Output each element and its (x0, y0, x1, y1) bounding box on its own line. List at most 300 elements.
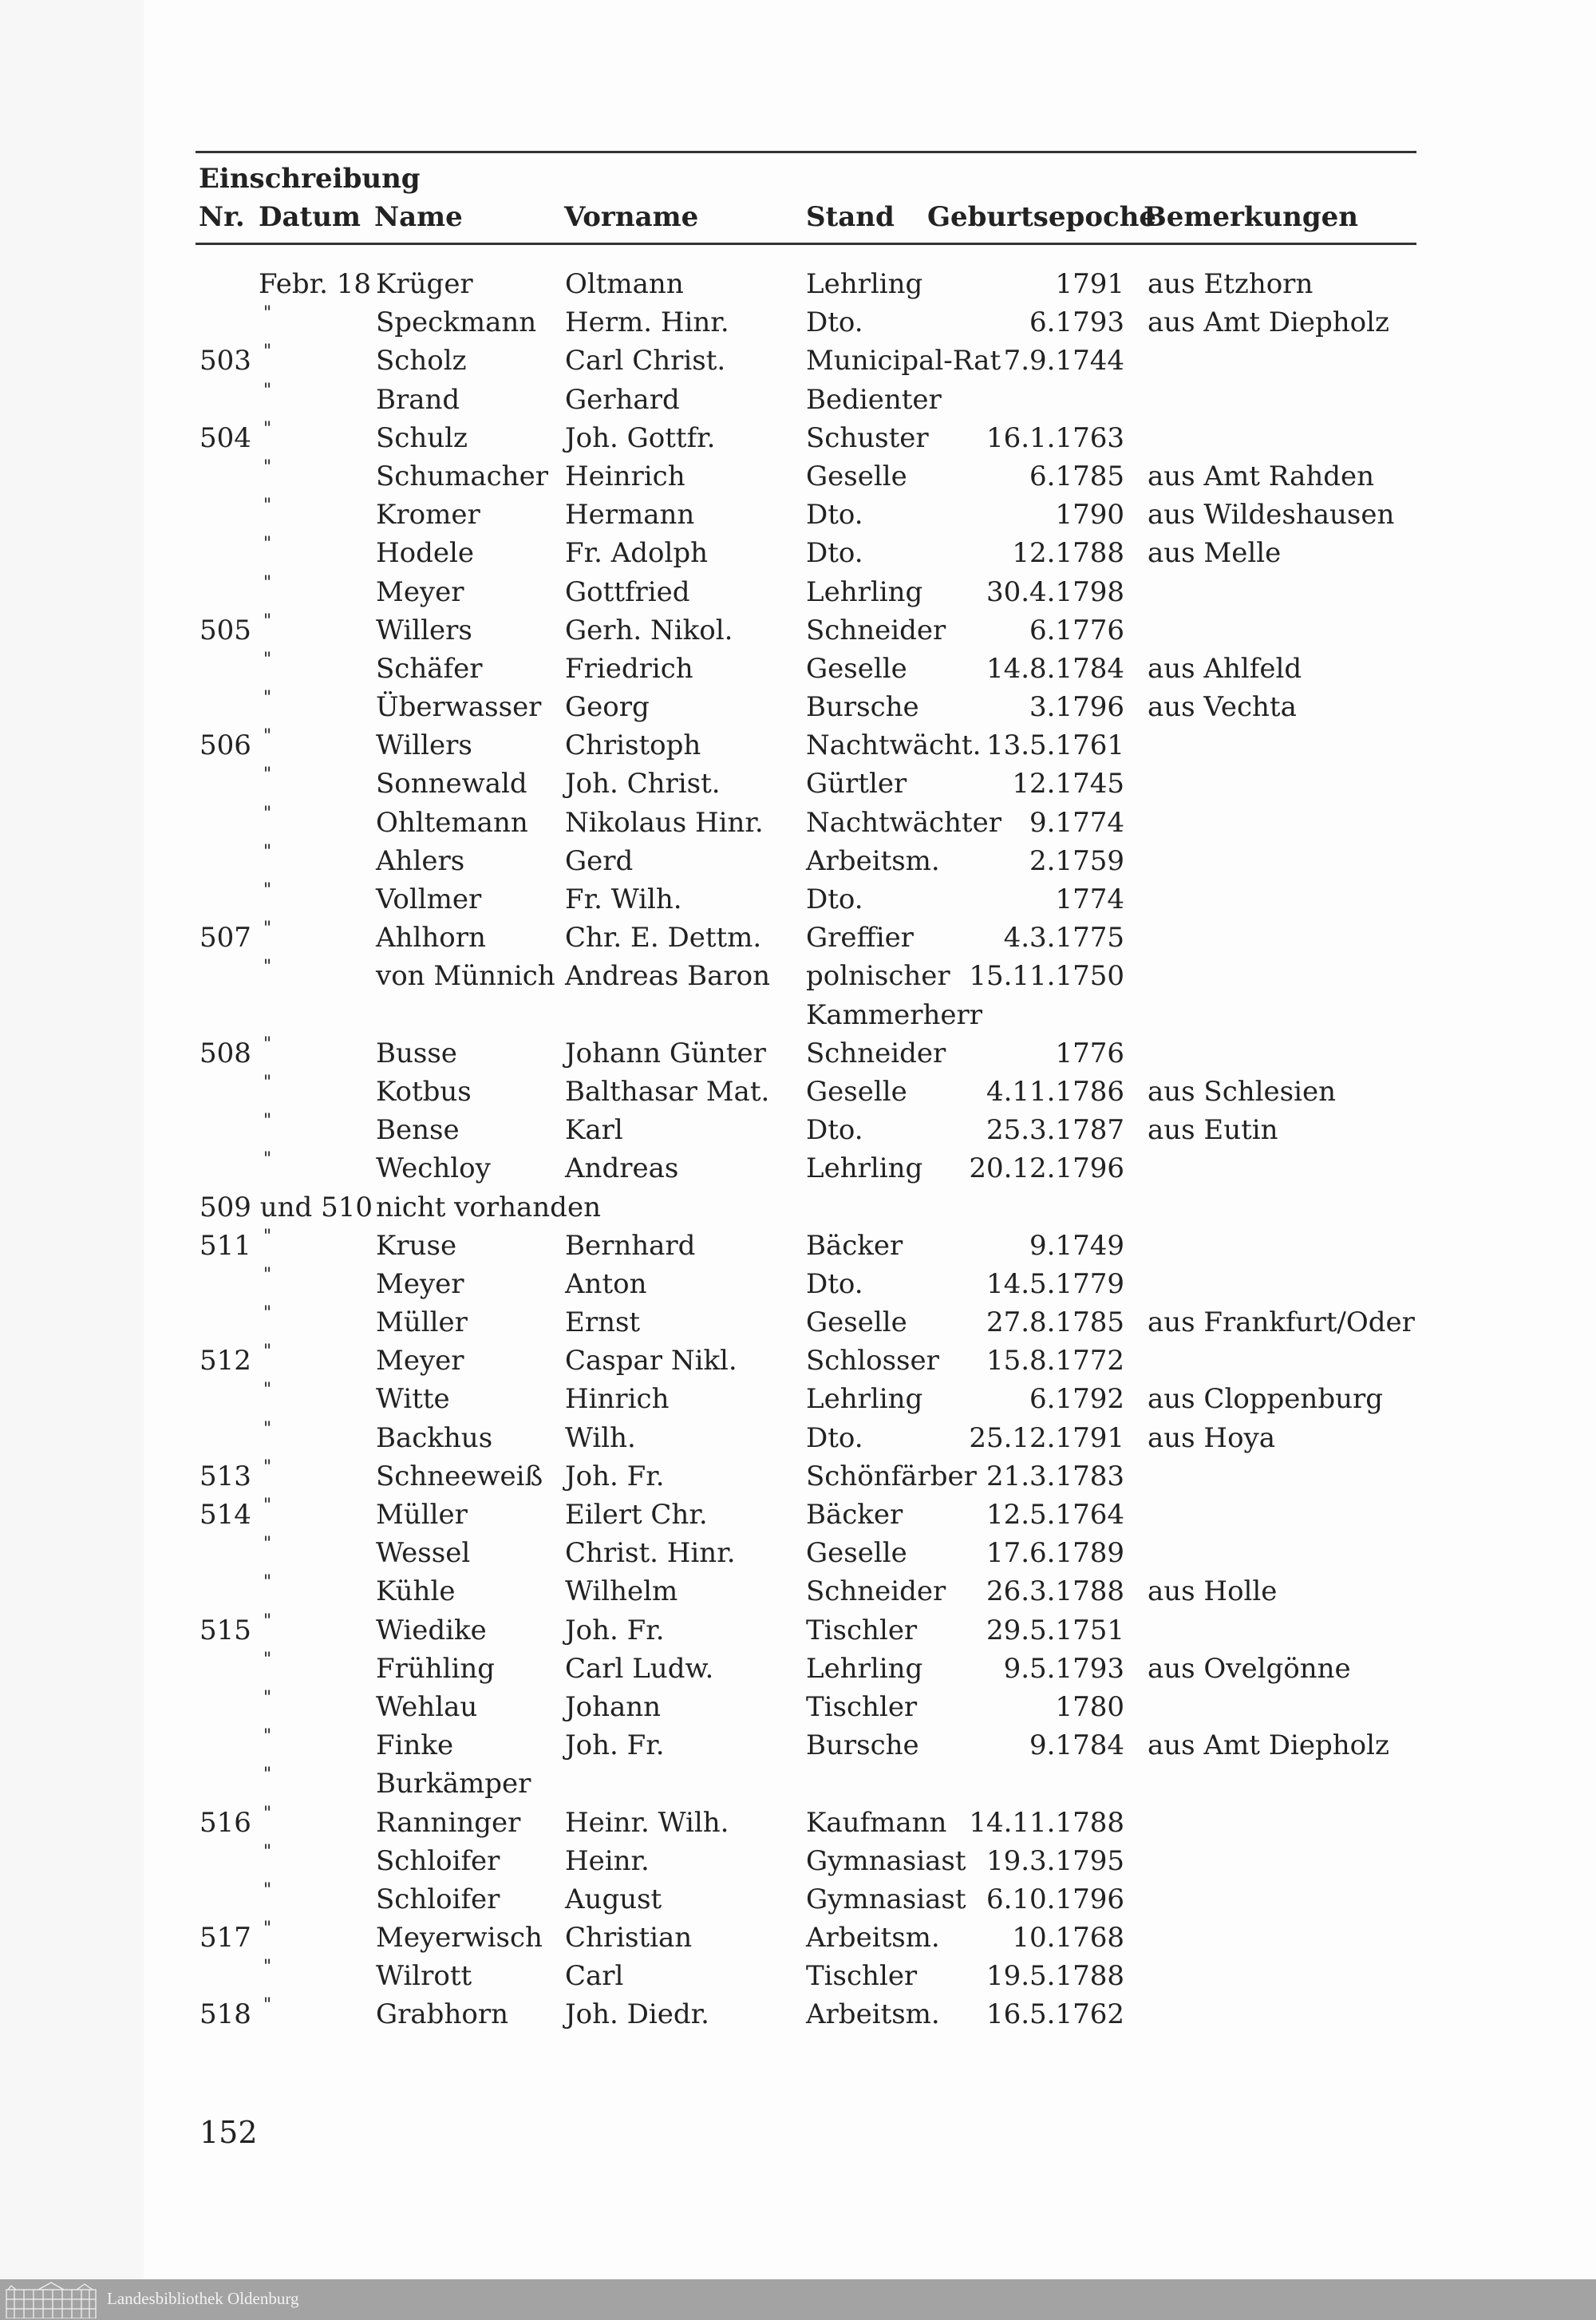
row-name: Überwasser (376, 691, 542, 724)
table-row (0, 534, 1596, 575)
ditto-mark: " (263, 418, 272, 439)
row-name: Schneeweiß (376, 1460, 543, 1492)
row-nr: 511 (200, 1229, 251, 1262)
row-geburtsepoche: 4.3.1775 (1003, 922, 1124, 954)
ditto-mark: " (263, 1380, 272, 1401)
row-vorname: Hermann (565, 499, 695, 532)
row-geburtsepoche: 27.8.1785 (986, 1306, 1124, 1339)
row-stand: Lehrling (806, 1152, 923, 1185)
table-row (0, 1726, 1596, 1768)
table-row (0, 611, 1596, 653)
row-name: Schloifer (376, 1883, 500, 1915)
ditto-mark: " (263, 1572, 272, 1593)
row-geburtsepoche: 1776 (1055, 1037, 1124, 1069)
ditto-mark: " (263, 611, 272, 631)
ditto-mark: " (263, 919, 272, 939)
ditto-mark: " (263, 1034, 272, 1054)
row-stand: Geselle (806, 460, 907, 492)
row-stand: Nachtwächt. (806, 729, 982, 762)
row-nr: 512 (200, 1345, 251, 1377)
row-stand: Arbeitsm. (806, 844, 940, 877)
row-vorname: Christ. Hinr. (565, 1537, 736, 1570)
ditto-mark: " (263, 1264, 272, 1285)
ditto-mark: " (263, 1149, 272, 1170)
row-stand: Tischler (806, 1960, 918, 1993)
row-bemerkungen: aus Wildeshausen (1148, 499, 1395, 532)
header-rule (196, 243, 1416, 245)
table-row (0, 1418, 1596, 1460)
table-row (0, 1034, 1596, 1076)
row-nr: 513 (200, 1460, 251, 1492)
row-name: Meyer (376, 1345, 464, 1377)
table-row (0, 1995, 1596, 2037)
row-name: Willers (376, 729, 472, 762)
ditto-mark: " (263, 1534, 272, 1555)
row-name: Backhus (376, 1421, 493, 1454)
row-geburtsepoche: 1780 (1055, 1690, 1124, 1723)
row-stand: Dto. (806, 1114, 863, 1147)
row-vorname: Oltmann (565, 268, 684, 300)
ditto-mark: " (263, 765, 272, 785)
row-vorname: August (565, 1883, 662, 1915)
ditto-mark: " (263, 1649, 272, 1670)
row-bemerkungen: aus Amt Diepholz (1148, 306, 1389, 339)
ditto-mark: " (263, 1957, 272, 1978)
ditto-mark: " (263, 841, 272, 862)
row-vorname: Bernhard (565, 1229, 696, 1262)
table-caption: Einschreibung (199, 163, 421, 195)
table-row (0, 1456, 1596, 1499)
row-geburtsepoche: 26.3.1788 (986, 1575, 1124, 1608)
table-row (0, 456, 1596, 499)
row-name: Schulz (376, 421, 468, 454)
row-vorname: Nikolaus Hinr. (565, 806, 764, 839)
row-geburtsepoche: 14.11.1788 (969, 1806, 1124, 1839)
table-row (0, 919, 1596, 960)
row-geburtsepoche: 30.4.1798 (986, 575, 1124, 608)
row-vorname: Carl Christ. (565, 345, 726, 377)
top-rule (196, 151, 1416, 153)
row-vorname: Heinr. Wilh. (565, 1806, 729, 1839)
row-bemerkungen: aus Ahlfeld (1148, 652, 1302, 685)
row-geburtsepoche: 9.1749 (1029, 1229, 1124, 1262)
ditto-mark: " (263, 1919, 272, 1939)
row-geburtsepoche: 6.10.1796 (986, 1883, 1124, 1915)
row-geburtsepoche: 1774 (1055, 883, 1124, 915)
row-nr: 518 (200, 1998, 251, 2031)
row-geburtsepoche: 19.5.1788 (986, 1960, 1124, 1993)
ditto-mark: " (263, 1418, 272, 1439)
row-nr: 517 (200, 1922, 251, 1954)
table-row (0, 1072, 1596, 1114)
table-row (0, 572, 1596, 615)
row-geburtsepoche: 12.5.1764 (986, 1499, 1124, 1531)
row-stand: Dto. (806, 499, 863, 532)
row-nr: 503 (200, 345, 251, 377)
row-vorname: Georg (565, 691, 650, 724)
row-vorname: Chr. E. Dettm. (565, 922, 762, 954)
ditto-mark: " (263, 1765, 272, 1785)
row-stand: Geselle (806, 652, 907, 685)
table-row (0, 999, 1596, 1037)
table-row (0, 1879, 1596, 1922)
row-name: Brand (376, 383, 460, 416)
table-row (0, 1111, 1596, 1152)
row-name: Burkämper (376, 1768, 531, 1800)
row-stand: Schuster (806, 421, 929, 454)
row-stand: Arbeitsm. (806, 1922, 940, 1954)
table-row (0, 957, 1596, 998)
row-stand: Nachtwächter (806, 806, 1001, 839)
row-name: Ohltemann (376, 806, 528, 839)
row-stand: Schneider (806, 1037, 946, 1069)
row-stand: Bursche (806, 1729, 919, 1762)
row-stand: Geselle (806, 1075, 907, 1108)
row-geburtsepoche: 1790 (1055, 499, 1124, 532)
row-vorname: Heinrich (565, 460, 685, 492)
row-geburtsepoche: 9.1784 (1029, 1729, 1124, 1762)
row-name: Ranninger (376, 1806, 521, 1839)
row-name: Wechloy (376, 1152, 491, 1185)
row-stand: Gymnasiast (806, 1883, 966, 1915)
row-name: Meyer (376, 1267, 464, 1300)
row-geburtsepoche: 6.1785 (1029, 460, 1124, 492)
table-row (0, 342, 1596, 383)
row-stand: Bedienter (806, 383, 942, 416)
row-name: Sonnewald (376, 768, 527, 800)
row-vorname: Joh. Fr. (565, 1614, 665, 1646)
row-name: Wilrott (376, 1960, 472, 1993)
row-stand: Dto. (806, 306, 863, 339)
row-name: von Münnich (376, 960, 555, 993)
table-row (0, 1841, 1596, 1883)
table-row (0, 268, 1596, 306)
ditto-mark: " (263, 1841, 272, 1862)
row-geburtsepoche: 14.8.1784 (986, 652, 1124, 685)
ditto-mark: " (263, 880, 272, 900)
ditto-mark: " (263, 1072, 272, 1093)
row-name: Kruse (376, 1229, 457, 1262)
row-vorname: Joh. Fr. (565, 1729, 665, 1762)
row-bemerkungen: aus Ovelgönne (1148, 1652, 1351, 1685)
row-stand: Lehrling (806, 575, 923, 608)
row-name: Müller (376, 1499, 468, 1531)
row-stand: Lehrling (806, 1652, 923, 1685)
row-geburtsepoche: 1791 (1055, 268, 1124, 300)
table-row (0, 1572, 1596, 1614)
row-vorname: Gerh. Nikol. (565, 614, 733, 646)
row-vorname: Carl Ludw. (565, 1652, 714, 1685)
row-vorname: Gerhard (565, 383, 680, 416)
row-geburtsepoche: 25.3.1787 (986, 1114, 1124, 1147)
table-row (0, 1803, 1596, 1845)
ditto-mark: " (263, 803, 272, 824)
row-stand: Schneider (806, 1575, 946, 1608)
row-name: Frühling (376, 1652, 496, 1685)
row-bemerkungen: aus Hoya (1148, 1421, 1276, 1454)
row-name: Kühle (376, 1575, 456, 1608)
row-geburtsepoche: 4.11.1786 (986, 1075, 1124, 1108)
row-bemerkungen: aus Frankfurt/Oder (1148, 1306, 1415, 1339)
row-geburtsepoche: 20.12.1796 (969, 1152, 1124, 1185)
row-nr: 506 (200, 729, 251, 762)
row-vorname: Joh. Diedr. (565, 1998, 709, 2031)
row-name: Hodele (376, 537, 475, 570)
row-geburtsepoche: 3.1796 (1029, 691, 1124, 724)
row-geburtsepoche: 25.12.1791 (969, 1421, 1124, 1454)
row-bemerkungen: aus Holle (1148, 1575, 1278, 1608)
row-stand: Geselle (806, 1537, 907, 1570)
row-vorname: Andreas (565, 1152, 679, 1185)
row-name: Willers (376, 614, 472, 646)
row-stand: Tischler (806, 1690, 918, 1723)
row-name: Wiedike (376, 1614, 487, 1646)
row-name: nicht vorhanden (376, 1191, 601, 1223)
row-vorname: Andreas Baron (565, 960, 770, 993)
header-nr: Nr. (199, 201, 245, 233)
header-datum: Datum (259, 201, 361, 233)
table-row (0, 1496, 1596, 1537)
row-stand: Greffier (806, 922, 914, 954)
row-name: Ahlhorn (376, 922, 486, 954)
row-nr: 508 (200, 1037, 251, 1069)
row-bemerkungen: aus Schlesien (1148, 1075, 1336, 1108)
ditto-mark: " (263, 726, 272, 747)
table-row (0, 1649, 1596, 1691)
row-stand: Municipal-Rat (806, 345, 1001, 377)
row-stand: Bäcker (806, 1229, 903, 1262)
row-name: Müller (376, 1306, 468, 1339)
row-stand: Lehrling (806, 1383, 923, 1416)
row-name: Schäfer (376, 652, 483, 685)
row-geburtsepoche: 6.1793 (1029, 306, 1124, 339)
table-row (0, 1149, 1596, 1191)
table-row (0, 380, 1596, 422)
row-vorname: Balthasar Mat. (565, 1075, 770, 1108)
row-bemerkungen: aus Vechta (1148, 691, 1297, 724)
row-nr: 515 (200, 1614, 251, 1646)
ditto-mark: " (263, 1879, 272, 1900)
row-vorname: Joh. Christ. (565, 768, 721, 800)
row-geburtsepoche: 12.1788 (1012, 537, 1124, 570)
row-geburtsepoche: 2.1759 (1029, 844, 1124, 877)
row-vorname: Heinr. (565, 1844, 650, 1877)
row-vorname: Christoph (565, 729, 701, 762)
row-geburtsepoche: 9.1774 (1029, 806, 1124, 839)
register-table (0, 268, 1596, 2037)
row-geburtsepoche: 21.3.1783 (986, 1460, 1124, 1492)
row-datum: Febr. 18 (259, 268, 372, 300)
row-vorname: Wilhelm (565, 1575, 678, 1608)
row-vorname: Hinrich (565, 1383, 670, 1416)
row-bemerkungen: aus Cloppenburg (1148, 1383, 1384, 1416)
ditto-mark: " (263, 1303, 272, 1324)
header-vorname: Vorname (564, 201, 699, 233)
row-vorname: Eilert Chr. (565, 1499, 708, 1531)
row-bemerkungen: aus Amt Rahden (1148, 460, 1375, 492)
table-row (0, 1226, 1596, 1268)
ditto-mark: " (263, 1611, 272, 1631)
row-stand: Dto. (806, 883, 863, 915)
ditto-mark: " (263, 572, 272, 593)
table-row (0, 1534, 1596, 1575)
ditto-mark: " (263, 1456, 272, 1477)
ditto-mark: " (263, 1342, 272, 1362)
row-geburtsepoche: 17.6.1789 (986, 1537, 1124, 1570)
row-name: Busse (376, 1037, 457, 1069)
ditto-mark: " (263, 1995, 272, 2016)
row-stand: Dto. (806, 1421, 863, 1454)
row-name: Wehlau (376, 1690, 478, 1723)
row-geburtsepoche: 29.5.1751 (986, 1614, 1124, 1646)
row-stand: Kammerherr (806, 998, 983, 1031)
row-name: Bense (376, 1114, 460, 1147)
row-stand: Tischler (806, 1614, 918, 1646)
row-name: Speckmann (376, 306, 537, 339)
row-vorname: Fr. Adolph (565, 537, 709, 570)
row-vorname: Fr. Wilh. (565, 883, 682, 915)
row-vorname: Anton (565, 1267, 647, 1300)
ditto-mark: " (263, 303, 272, 324)
table-row (0, 1765, 1596, 1806)
row-geburtsepoche: 15.8.1772 (986, 1345, 1124, 1377)
row-geburtsepoche: 15.11.1750 (969, 960, 1124, 993)
header-geburtsepoche: Geburtsepoche (927, 201, 1157, 233)
row-vorname: Herm. Hinr. (565, 306, 729, 339)
row-geburtsepoche: 14.5.1779 (986, 1267, 1124, 1300)
library-name: Landesbibliothek Oldenburg (107, 2289, 299, 2308)
table-row (0, 726, 1596, 768)
row-nr: 514 (200, 1499, 251, 1531)
table-row (0, 765, 1596, 806)
table-row (0, 1342, 1596, 1383)
row-nr: 509 und 510 (200, 1191, 373, 1223)
table-row (0, 303, 1596, 345)
table-row (0, 880, 1596, 922)
row-name: Kotbus (376, 1075, 472, 1108)
footer-bar (0, 2279, 1596, 2320)
row-vorname: Johann (565, 1690, 662, 1723)
row-stand: Arbeitsm. (806, 1998, 940, 2031)
ditto-mark: " (263, 456, 272, 477)
page-number: 152 (200, 2115, 258, 2150)
row-name: Schloifer (376, 1844, 500, 1877)
row-stand: Bäcker (806, 1499, 903, 1531)
row-nr: 505 (200, 614, 251, 646)
row-geburtsepoche: 19.3.1795 (986, 1844, 1124, 1877)
ditto-mark: " (263, 649, 272, 670)
row-nr: 507 (200, 922, 251, 954)
row-vorname: Johann Günter (565, 1037, 766, 1069)
row-vorname: Joh. Gottfr. (565, 421, 716, 454)
row-name: Vollmer (376, 883, 482, 915)
library-building-logo-icon (5, 2282, 97, 2318)
row-name: Scholz (376, 345, 467, 377)
header-name: Name (374, 201, 463, 233)
row-vorname: Wilh. (565, 1421, 636, 1454)
row-nr: 516 (200, 1806, 251, 1839)
row-vorname: Ernst (565, 1306, 641, 1339)
row-geburtsepoche: 16.1.1763 (986, 421, 1124, 454)
row-stand: Kaufmann (806, 1806, 947, 1839)
row-bemerkungen: aus Melle (1148, 537, 1282, 570)
ditto-mark: " (263, 1111, 272, 1132)
table-row (0, 1687, 1596, 1729)
row-name: Meyerwisch (376, 1922, 543, 1954)
ditto-mark: " (263, 1496, 272, 1516)
header-stand: Stand (806, 201, 895, 233)
table-row (0, 688, 1596, 729)
row-vorname: Christian (565, 1922, 693, 1954)
row-name: Meyer (376, 575, 464, 608)
ditto-mark: " (263, 1803, 272, 1824)
row-name: Kromer (376, 499, 480, 532)
table-row (0, 803, 1596, 845)
row-stand: Geselle (806, 1306, 907, 1339)
row-stand: polnischer (806, 960, 950, 993)
table-row (0, 649, 1596, 691)
row-geburtsepoche: 9.5.1793 (1003, 1652, 1124, 1685)
table-row (0, 841, 1596, 883)
table-row (0, 1919, 1596, 1960)
row-name: Schumacher (376, 460, 548, 492)
row-name: Grabhorn (376, 1998, 508, 2031)
row-bemerkungen: aus Amt Diepholz (1148, 1729, 1389, 1762)
table-row (0, 418, 1596, 460)
row-stand: Gymnasiast (806, 1844, 966, 1877)
ditto-mark: " (263, 957, 272, 978)
table-row (0, 1264, 1596, 1306)
row-vorname: Gottfried (565, 575, 690, 608)
ditto-mark: " (263, 1226, 272, 1247)
ditto-mark: " (263, 380, 272, 401)
table-row (0, 1192, 1596, 1230)
row-name: Witte (376, 1383, 450, 1416)
table-row (0, 496, 1596, 537)
table-row (0, 1303, 1596, 1345)
row-name: Wessel (376, 1537, 471, 1570)
ditto-mark: " (263, 534, 272, 555)
table-row (0, 1957, 1596, 1998)
row-name: Finke (376, 1729, 454, 1762)
row-name: Ahlers (376, 844, 465, 877)
row-stand: Schönfärber (806, 1460, 977, 1492)
row-vorname: Friedrich (565, 652, 693, 685)
ditto-mark: " (263, 1726, 272, 1747)
row-bemerkungen: aus Etzhorn (1148, 268, 1314, 300)
ditto-mark: " (263, 496, 272, 516)
row-stand: Schlosser (806, 1345, 939, 1377)
ditto-mark: " (263, 342, 272, 362)
row-vorname: Gerd (565, 844, 634, 877)
row-geburtsepoche: 7.9.1744 (1003, 345, 1124, 377)
table-row (0, 1611, 1596, 1653)
row-geburtsepoche: 6.1776 (1029, 614, 1124, 646)
row-stand: Dto. (806, 537, 863, 570)
row-name: Krüger (376, 268, 473, 300)
row-geburtsepoche: 12.1745 (1012, 768, 1124, 800)
row-geburtsepoche: 13.5.1761 (986, 729, 1124, 762)
row-stand: Bursche (806, 691, 919, 724)
row-vorname: Karl (565, 1114, 623, 1147)
row-geburtsepoche: 6.1792 (1029, 1383, 1124, 1416)
row-bemerkungen: aus Eutin (1148, 1114, 1278, 1147)
row-stand: Lehrling (806, 268, 923, 300)
row-vorname: Carl (565, 1960, 624, 1993)
row-vorname: Joh. Fr. (565, 1460, 665, 1492)
row-vorname: Caspar Nikl. (565, 1345, 737, 1377)
row-geburtsepoche: 16.5.1762 (986, 1998, 1124, 2031)
